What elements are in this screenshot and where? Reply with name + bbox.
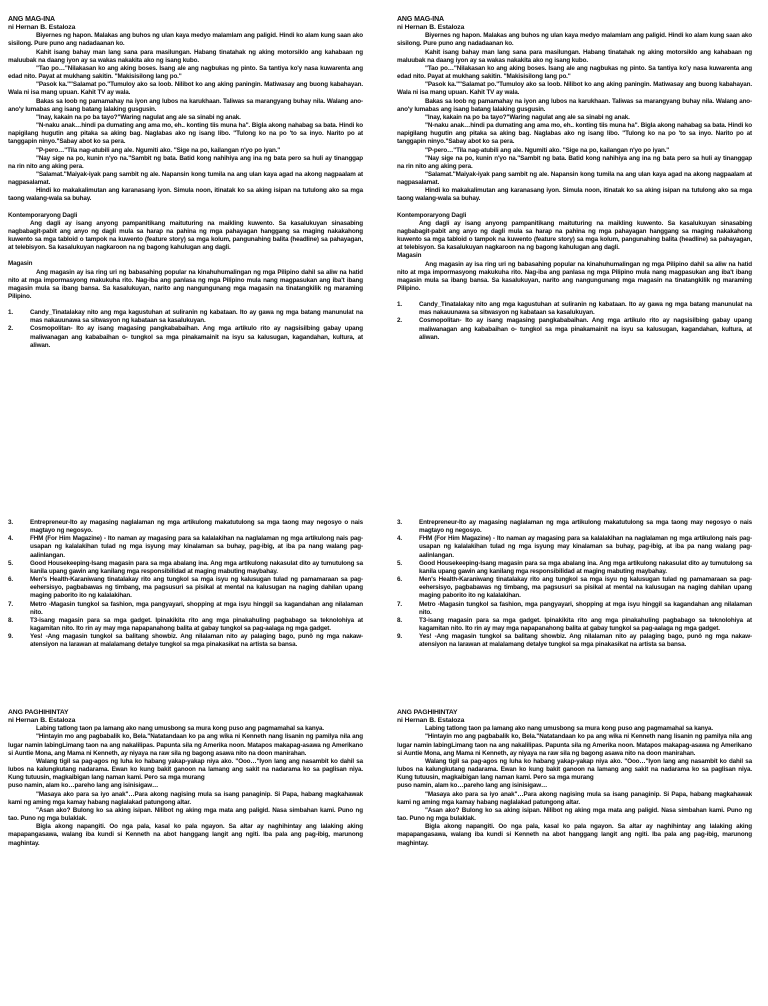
story1-paragraph: "Tao po…"Nilakasan ko ang aking boses. Isang ale ang nagbukas ng pinto. Sa tantiya ko'y nasa kuwarenta ang edad nito. Payat at mukhang sakitin. "Makisisilong lang po.": [397, 64, 752, 81]
story2-paragraph: "Masaya ako para sa iyo anak"…Para akong nagising mula sa isang panaginip. Si Papa, habang magkahawak kami ng aming mga kamay habang naglalakad patungong altar.: [8, 790, 363, 806]
story1-paragraph: "Nay sige na po, kunin n'yo na."Sambit ng bata. Batid kong nahihiya ang ina ng bata pero sa huli ay tinanggap na rin nito ang aking pera.: [397, 154, 752, 170]
list-number: 9.: [397, 633, 402, 641]
list-text: Entrepreneur-Ito ay magasing naglalaman ng mga artikulong makatutulong sa mga taong may negosyo o nais magtayo ng negosyo.: [30, 519, 363, 535]
list-number: 8.: [397, 616, 402, 624]
story1-paragraph: "Inay, kakain na po ba tayo?"Waring nagulat ang ale sa sinabi ng anak.: [36, 113, 241, 121]
magasin-list-item: [397, 301, 752, 317]
story2-paragraph: "Hintayin mo ang pagbabalik ko, Bela."Natatandaan ko pa ang wika ni Kenneth nang lisanin ng pamilya nila ang lugar namin labingLimang taon na ang nakalilipas. Papunta sila ng Amerika noon. Matapos makapag-asawa ng Amerikano si Auntie Mona, ang Mama ni Kenneth, ay niyaya na raw sila ng bagong asawa nito na doon manirahan.: [397, 733, 752, 757]
story1-paragraph: "P-pero…"Tila nag-atubili ang ale. Ngumiti ako. "Sige na po, kailangan n'yo po iyan.": [36, 146, 281, 154]
list-text: T3-isang magasin para sa mga gadget. Ipinakikita rito ang mga pinakahuling pagbabago sa teknolohiya at kagamitan nito. Ito rin ay may mga napapanahong balita at gabay tungkol sa pag-aalaga ng mga gadget.: [419, 616, 752, 633]
magasin-list-item: [397, 617, 752, 633]
story1-paragraph: "N-naku anak…hindi pa dumating ang ama mo, eh.. konting tiis muna ha". Bigla akong nahabag sa bata. Hindi ko napigilang hugutin ang pitaka sa aking bag. Naglabas ako ng isang libo. "Tulong ko na po 'to sa inyo. Narito po at tanggapin ninyo."Sabay abot ko sa pera.: [397, 122, 753, 146]
list-text: Good Housekeeping-Isang magasin para sa mga abalang ina. Ang mga artikulong nakasulat dito ay tumutulong sa kanila upang gawin ang kanilang mga responsibilidad at maging mabuting maybahay.: [419, 559, 752, 575]
magasin-paragraph: Ang magasin ay isa ring uri ng babasahing popular na kinahuhumalingan ng mga Pilipino dahil sa aliw na hatid nito at mga impormasyong makukuha rito. Nag-iba ang panlasa ng mga Pilipino mula nang magpasukan ang iba't ibang magasin mula sa ibang bansa. Sa kasalukuyan, narito ang nangungunang mga magasin na tinatangkilik ng maraming Pilipino.: [8, 268, 363, 300]
magasin-list-item: [8, 519, 363, 535]
story2-title: ANG PAGHIHINTAY: [8, 709, 69, 716]
list-text: Candy_Tinatalakay nito ang mga kagustuhan at suliranin ng kabataan. Ito ay gawa ng mga batang manunulat na mas nakauunawa sa sitwasyon ng kabataan sa kasalukuyan.: [419, 301, 752, 317]
story1-paragraph: "Pasok ka.""Salamat po."Tumuloy ako sa loob. Nilibot ko ang aking paningin. Matiwasay ang buong kabahayan. Wala ni isa mang upuan. Kahit TV ay wala.: [397, 81, 752, 97]
story1-paragraph: Biyernes ng hapon. Malakas ang buhos ng ulan kaya medyo malamlam ang paligid. Hindi ko alam kung saan ako sisilong. Pure puno ang nadadaanan ko.: [397, 32, 752, 48]
magasin-list-item: [8, 617, 363, 633]
story1-paragraph: "Tao po…"Nilakasan ko ang aking boses. Isang ale ang nagbukas ng pinto. Sa tantiya ko'y nasa kuwarenta ang edad nito. Payat at mukhang sakitin. "Makisisilong lang po.": [8, 64, 363, 81]
magasin-list-item: [397, 317, 752, 341]
story1-paragraph: "Salamat."Maiyak-iyak pang sambit ng ale. Napansin kong tumila na ang ulan kaya agad na akong nagpaalam at nagpasalamat.: [397, 170, 752, 187]
magasin-list-item: [8, 576, 363, 600]
story2-title: ANG PAGHIHINTAY: [397, 709, 458, 716]
story2-paragraph: "Asan ako? Bulong ko sa aking isipan. Nilibot ng aking mga mata ang paligid. Nasa simbahan kami. Puno ng tao. Puno ng mga bulaklak.: [8, 806, 363, 823]
story1-paragraph: Biyernes ng hapon. Malakas ang buhos ng ulan kaya medyo malamlam ang paligid. Hindi ko alam kung saan ako sisilong. Pure puno ang nadadaanan ko.: [8, 32, 363, 48]
top-left-column: [8, 16, 363, 350]
list-text: Men's Health-Karaniwang tinatalakay rito ang tungkol sa mga isyu ng kalusugan tulad ng pamamaraan sa pag-eehersisyo, pagbabawas ng timbang, ma pagsusuri sa pisikal at mental na kalusugan na naging dahilan upang maging paborito ito ng kalalakihan.: [419, 576, 752, 600]
bottom-left-column: [8, 709, 363, 848]
dagli-paragraph: Ang dagli ay isang anyong pampanitikang maituturing na maikling kuwento. Sa kasalukuyan sinasabing nagbabagit-pabit ang anyo ng dagli mula sa harap na pahina ng mga pahayagan hanggang sa maging nakakahong kuwento sa mga tabloid o tampok na kuwento (feature story) sa mga kolum, pangunahing balita (headline) sa pahayagan, at telebisyon. Sa kasalukuyan nagkaroon na ng bagong kahulugan ang dagli.: [8, 219, 363, 252]
list-number: 5.: [397, 559, 402, 567]
story2-paragraph: puso namin, alam ko…pareho lang ang isinisigaw…: [8, 782, 159, 790]
magasin-list-item: [8, 535, 363, 559]
story2-paragraph: Labing tatlong taon pa lamang ako nang umusbong sa mura kong puso ang pagmamahal sa kanya.: [425, 725, 713, 733]
list-text: Cosmopolitan- Ito ay isang magasing pangkababaihan. Ang mga artikulo rito ay nagsisilbing gabay upang maliwanagan ang kababaihan o- tungkol sa mga pinakamainit na isyu sa kalusugan, kagandahan, kultura, at aliwan.: [419, 317, 752, 341]
story1-author: ni Hernan B. Estaloza: [8, 24, 76, 32]
list-text: Men's Health-Karaniwang tinatalakay rito ang tungkol sa mga isyu ng kalusugan tulad ng pamamaraan sa pag-eehersisyo, pagbabawas ng timbang, ma pagsusuri sa pisikal at mental na kalusugan na naging dahilan upang maging paborito ito ng kalalakihan.: [30, 576, 363, 600]
magasin-list-item: [397, 633, 752, 649]
list-number: 3.: [8, 519, 13, 526]
story1-paragraph: "Salamat."Maiyak-iyak pang sambit ng ale. Napansin kong tumila na ang ulan kaya agad na akong nagpaalam at nagpasalamat.: [8, 170, 363, 187]
list-number: 7.: [8, 600, 13, 608]
story1-paragraph: Kahit isang bahay man lang sana para masilungan. Habang tinatahak ng aking motorsiklo ang kahabaan ng maluubak na daang iyon ay sa wakas nakakita ako ng isang kubo.: [397, 48, 752, 64]
story2-paragraph: Labing tatlong taon pa lamang ako nang umusbong sa mura kong puso ang pagmamahal sa kanya.: [36, 725, 324, 733]
story2-paragraph: Walang tigil sa pag-agos ng luha ko habang yakap-yakap niya ako. "Ooo…"Iyon lang ang nasambit ko dahil sa lubos na kalungkutang nadarama. Ewan ko kung bakit ganoon na lamang ang sakit na nadarama ko sa paglisan niya. Kung tutuusin, magkaibigan lang naman kami. Pero sa mga murang: [8, 757, 363, 782]
magasin-heading: Magasin: [8, 260, 33, 268]
list-number: 7.: [397, 600, 402, 608]
bottom-right-column: [397, 709, 752, 848]
magasin-heading: Magasin: [397, 252, 422, 260]
magasin-list-item: [8, 309, 363, 325]
dagli-heading: Kontemporaryong Dagli: [8, 211, 78, 219]
list-text: Yes! -Ang magasin tungkol sa balitang showbiz. Ang nilalaman nito ay palaging bago, punô ng mga nakaw-atensiyon na larawan at malalamang detalye tungkol sa mga pinakasikat na artista sa bansa.: [30, 633, 363, 649]
magasin-list-item: [397, 601, 752, 617]
list-number: 1.: [8, 309, 13, 317]
list-text: Metro -Magasin tungkol sa fashion, mga pangyayari, shopping at mga isyu hinggil sa kagandahan ang nilalaman nito.: [30, 600, 363, 616]
story2-paragraph: "Asan ako? Bulong ko sa aking isipan. Nilibot ng aking mga mata ang paligid. Nasa simbahan kami. Puno ng tao. Puno ng mga bulaklak.: [397, 806, 752, 823]
magasin-list-item: [8, 560, 363, 576]
story2-paragraph: puso namin, alam ko…pareho lang ang isinisigaw…: [397, 782, 548, 790]
story2-author: ni Hernan B. Estaloza: [397, 717, 465, 725]
magasin-list-item: [397, 535, 752, 559]
story1-paragraph: Hindi ko makakalimutan ang karanasang iyon. Simula noon, itinatak ko sa aking isipan na tutulong ako sa mga taong walang-wala sa buhay.: [8, 187, 363, 203]
list-number: 8.: [8, 616, 13, 624]
list-number: 9.: [8, 633, 13, 641]
magasin-list-item: [8, 633, 363, 649]
story1-paragraph: "N-naku anak…hindi pa dumating ang ama mo, eh.. konting tiis muna ha". Bigla akong nahabag sa bata. Hindi ko napigilang hugutin ang pitaka sa aking bag. Naglabas ako ng isang libo. "Tulong ko na po 'to sa inyo. Narito po at tanggapin ninyo."Sabay abot ko sa pera.: [8, 122, 364, 146]
mid-left-column: [8, 519, 363, 650]
magasin-paragraph: Ang magasin ay isa ring uri ng babasahing popular na kinahuhumalingan ng mga Pilipino dahil sa aliw na hatid nito at mga impormasyong makukuha rito. Nag-iba ang panlasa ng mga Pilipino mula nang magpasukan ang iba't ibang magasin mula sa ibang bansa. Sa kasalukuyan, narito ang nangungunang mga magasin na tinatangkilik ng maraming Pilipino.: [397, 260, 752, 292]
list-text: Good Housekeeping-Isang magasin para sa mga abalang ina. Ang mga artikulong nakasulat dito ay tumutulong sa kanila upang gawin ang kanilang mga responsibilidad at maging mabuting maybahay.: [30, 559, 363, 575]
story1-paragraph: Kahit isang bahay man lang sana para masilungan. Habang tinatahak ng aking motorsiklo ang kahabaan ng maluubak na daang iyon ay sa wakas nakakita ako ng isang kubo.: [8, 48, 363, 64]
list-number: 2.: [8, 325, 13, 333]
list-number: 4.: [397, 535, 402, 543]
story1-paragraph: "Nay sige na po, kunin n'yo na."Sambit ng bata. Batid kong nahihiya ang ina ng bata pero sa huli ay tinanggap na rin nito ang aking pera.: [8, 154, 363, 170]
list-text: Entrepreneur-Ito ay magasing naglalaman ng mga artikulong makatutulong sa mga taong may negosyo o nais magtayo ng negosyo.: [419, 519, 752, 535]
story1-paragraph: Bakas sa loob ng pamamahay na iyon ang lubos na karukhaan. Taliwas sa marangyang buhay nila. Walang ano-ano'y lumabas ang isang batang lalaking gusgusin.: [397, 97, 752, 113]
top-right-column: [397, 16, 752, 342]
story1-title: ANG MAG-INA: [397, 16, 444, 23]
story2-paragraph: "Masaya ako para sa iyo anak"…Para akong nagising mula sa isang panaginip. Si Papa, habang magkahawak kami ng aming mga kamay habang naglalakad patungong altar.: [397, 790, 752, 806]
story2-author: ni Hernan B. Estaloza: [8, 717, 76, 725]
list-number: 1.: [397, 301, 402, 309]
story1-paragraph: "P-pero…"Tila nag-atubili ang ale. Ngumiti ako. "Sige na po, kailangan n'yo po iyan.": [425, 146, 670, 154]
story1-paragraph: Hindi ko makakalimutan ang karanasang iyon. Simula noon, itinatak ko sa aking isipan na tutulong ako sa mga taong walang-wala sa buhay.: [397, 187, 752, 203]
mid-right-column: [397, 519, 752, 650]
story2-paragraph: "Hintayin mo ang pagbabalik ko, Bela."Natatandaan ko pa ang wika ni Kenneth nang lisanin ng pamilya nila ang lugar namin labingLimang taon na ang nakalilipas. Papunta sila ng Amerika noon. Matapos makapag-asawa ng Amerikano si Auntie Mona, ang Mama ni Kenneth, ay niyaya na raw sila ng bagong asawa nito na doon manirahan.: [8, 733, 363, 757]
list-text: Candy_Tinatalakay nito ang mga kagustuhan at suliranin ng kabataan. Ito ay gawa ng mga batang manunulat na mas nakauunawa sa sitwasyon ng kabataan sa kasalukuyan.: [30, 309, 363, 325]
list-number: 2.: [397, 317, 402, 325]
story2-paragraph: Bigla akong napangiti. Oo nga pala, kasal ko pala ngayon. Sa altar ay naghihintay ang lalaking aking mapapangasawa, walang iba kundi si Kenneth na abot hanggang langit ang ngiti. Iba pala ang pag-ibig, marunong maghintay.: [8, 823, 363, 847]
dagli-paragraph: Ang dagli ay isang anyong pampanitikang maituturing na maikling kuwento. Sa kasalukuyan sinasabing nagbabagit-pabit ang anyo ng dagli mula sa harap na pahina ng mga pahayagan hanggang sa maging nakakahong kuwento sa mga tabloid o tampok na kuwento (feature story) sa mga kolum, pangunahing balita (headline) sa pahayagan, at telebisyon. Sa kasalukuyan nagkaroon na ng bagong kahulugan ang dagli.: [397, 219, 752, 252]
magasin-list-item: [8, 601, 363, 617]
list-text: Metro -Magasin tungkol sa fashion, mga pangyayari, shopping at mga isyu hinggil sa kagandahan ang nilalaman nito.: [419, 600, 752, 616]
magasin-list-item: [397, 519, 752, 535]
story1-paragraph: "Inay, kakain na po ba tayo?"Waring nagulat ang ale sa sinabi ng anak.: [425, 113, 630, 121]
magasin-list-item: [397, 560, 752, 576]
story1-paragraph: Bakas sa loob ng pamamahay na iyon ang lubos na karukhaan. Taliwas sa marangyang buhay nila. Walang ano-ano'y lumabas ang isang batang lalaking gusgusin.: [8, 97, 363, 113]
magasin-list-item: [8, 325, 363, 349]
dagli-heading: Kontemporaryong Dagli: [397, 211, 467, 219]
list-number: 6.: [8, 576, 13, 584]
story1-author: ni Hernan B. Estaloza: [397, 24, 465, 32]
story2-paragraph: Walang tigil sa pag-agos ng luha ko habang yakap-yakap niya ako. "Ooo…"Iyon lang ang nasambit ko dahil sa lubos na kalungkutang nadarama. Ewan ko kung bakit ganoon na lamang ang sakit na nadarama ko sa paglisan niya. Kung tutuusin, magkaibigan lang naman kami. Pero sa mga murang: [397, 757, 752, 782]
story2-paragraph: Bigla akong napangiti. Oo nga pala, kasal ko pala ngayon. Sa altar ay naghihintay ang lalaking aking mapapangasawa, walang iba kundi si Kenneth na abot hanggang langit ang ngiti. Iba pala ang pag-ibig, marunong maghintay.: [397, 823, 752, 847]
list-number: 4.: [8, 535, 13, 543]
list-text: FHM (For Him Magazine) - Ito naman ay magasing para sa kalalakihan na naglalaman ng mga artikulong nais pag-usapan ng kalalakihan tulad ng mga isyung may kinalaman sa buhay, pag-ibig, at iba pa nang walang pag-aalinlangan.: [30, 535, 363, 559]
list-text: Yes! -Ang magasin tungkol sa balitang showbiz. Ang nilalaman nito ay palaging bago, punô ng mga nakaw-atensiyon na larawan at malalamang detalye tungkol sa mga pinakasikat na artista sa bansa.: [419, 633, 752, 649]
list-text: Cosmopolitan- Ito ay isang magasing pangkababaihan. Ang mga artikulo rito ay nagsisilbing gabay upang maliwanagan ang kababaihan o- tungkol sa mga pinakamainit na isyu sa kalusugan, kagandahan, kultura, at aliwan.: [30, 325, 363, 349]
story1-title: ANG MAG-INA: [8, 16, 55, 23]
list-number: 3.: [397, 519, 402, 526]
list-number: 6.: [397, 576, 402, 584]
magasin-list-item: [397, 576, 752, 600]
list-text: T3-isang magasin para sa mga gadget. Ipinakikita rito ang mga pinakahuling pagbabago sa teknolohiya at kagamitan nito. Ito rin ay may mga napapanahong balita at gabay tungkol sa pag-aalaga ng mga gadget.: [30, 616, 363, 633]
story1-paragraph: "Pasok ka.""Salamat po."Tumuloy ako sa loob. Nilibot ko ang aking paningin. Matiwasay ang buong kabahayan. Wala ni isa mang upuan. Kahit TV ay wala.: [8, 81, 363, 97]
list-text: FHM (For Him Magazine) - Ito naman ay magasing para sa kalalakihan na naglalaman ng mga artikulong nais pag-usapan ng kalalakihan tulad ng mga isyung may kinalaman sa buhay, pag-ibig, at iba pa nang walang pag-aalinlangan.: [419, 535, 752, 559]
list-number: 5.: [8, 559, 13, 567]
